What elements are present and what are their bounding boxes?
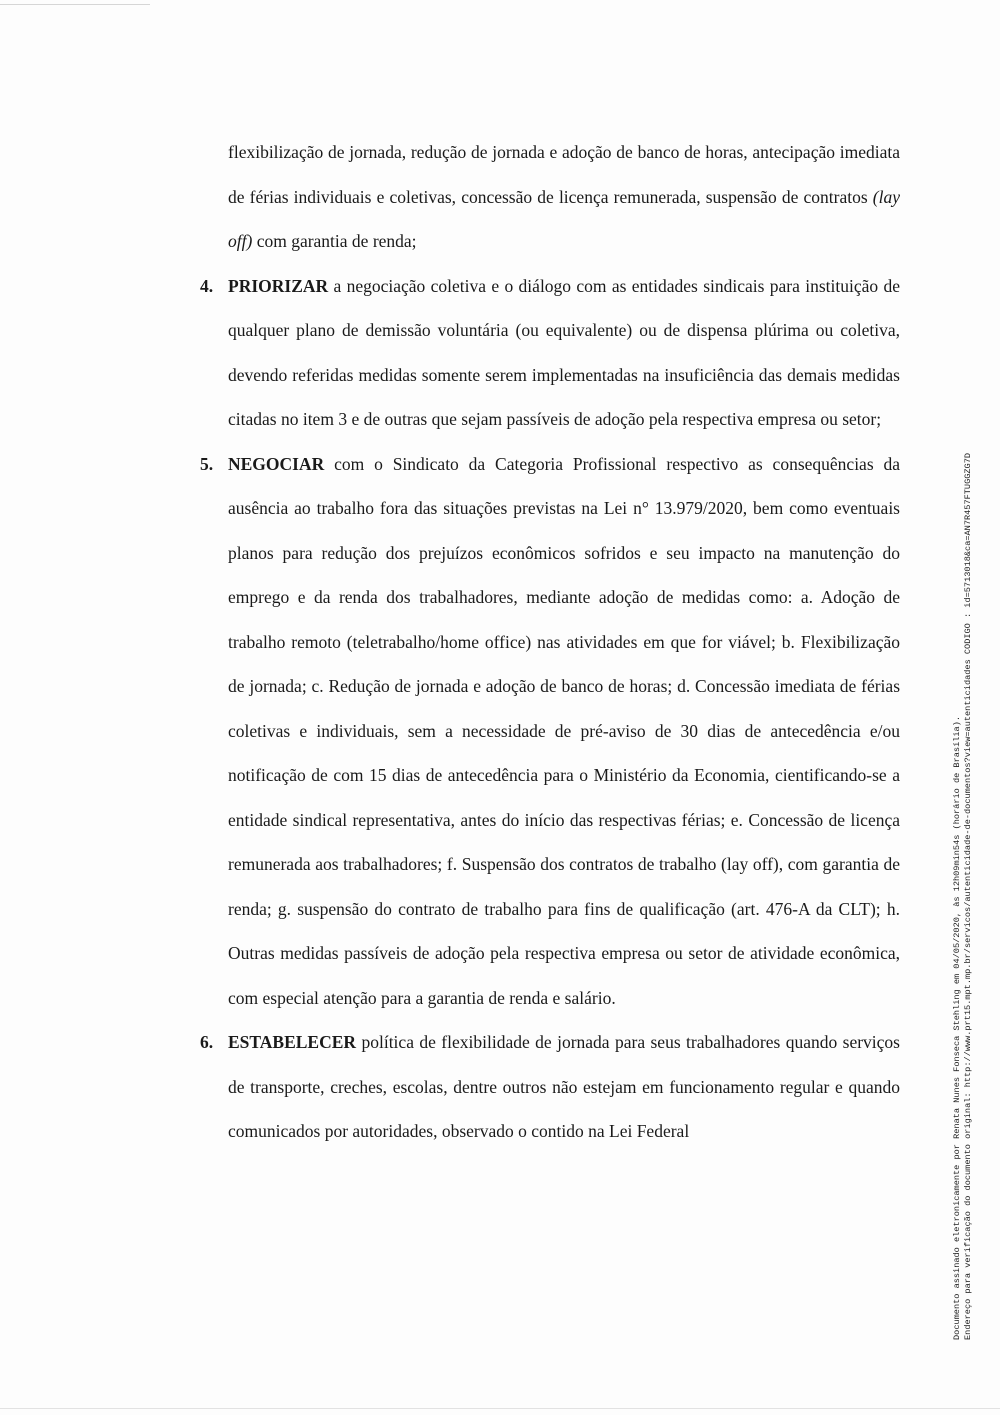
item-number: 6. <box>200 1032 214 1052</box>
signature-stamp-line-2: Endereço para verificação do documento original: http://www.prt15.mpt.mp.br/servicos/autenticidade-de-documentos?view=autenticidades CODIGO : id=5713018&ca=AN7R457FTUGGZG7D <box>963 452 973 1340</box>
continuation-text-a: flexibilização de jornada, redução de jornada e adoção de banco de horas, antecipação imediata de férias individuais e coletivas, concessão de licença remunerada, suspensão de contratos <box>228 142 900 207</box>
item-body: política de flexibilidade de jornada para seus trabalhadores quando serviços de transporte, creches, escolas, dentre outros não estejam em funcionamento regular e quando comunicados por autoridades, observado o contido na Lei Federal <box>228 1032 900 1141</box>
item-body: com o Sindicato da Categoria Profissional respectivo as consequências da ausência ao trabalho fora das situações previstas na Lei n° 13.979/2020, bem como eventuais planos para redução dos prejuízos econômicos sofridos e seu impacto na manutenção do emprego e da renda dos trabalhadores, mediante adoção de medidas como: a. Adoção de trabalho remoto (teletrabalho/home office) nas atividades em que for viável; b. Flexibilização de jornada; c. Redução de jornada e adoção de banco de horas; d. Concessão imediata de férias coletivas e individuais, sem a necessidade de pré-aviso de 30 dias de antecedência e/ou notificação de com 15 dias de antecedência para o Ministério da Economia, cientificando-se a entidade sindical representativa, antes do início das respectivas férias; e. Concessão de licença remunerada aos trabalhadores; f. Suspensão dos contratos de trabalho (lay off), com garantia de renda; g. suspensão do contrato de trabalho para fins de qualificação (art. 476-A da CLT); h. Outras medidas passíveis de adoção pela respectiva empresa ou setor de atividade econômica, com especial atenção para a garantia de renda e salário. <box>228 453 900 1008</box>
list-item-5 <box>200 442 900 1021</box>
list-item-4 <box>200 264 900 442</box>
item-number: 5. <box>200 453 214 474</box>
continuation-paragraph <box>200 130 900 264</box>
continuation-text-b: com garantia de renda; <box>252 231 417 251</box>
signature-stamp-line-1: Documento assinado eletronicamente por Renata Nunes Fonseca Stehling em 04/05/2020, às 12h09min54s (horário de Brasília). <box>952 715 962 1340</box>
list-item-6 <box>200 1020 900 1154</box>
scan-edge-top <box>0 4 150 5</box>
item-lead-verb: ESTABELECER <box>228 1032 357 1052</box>
electronic-signature-stamp <box>952 330 974 1340</box>
document-body <box>200 130 900 1154</box>
continuation-italic: (lay off) <box>228 186 900 251</box>
item-lead-verb: PRIORIZAR <box>228 275 329 296</box>
scan-edge-bottom <box>0 1408 1000 1409</box>
item-number: 4. <box>200 275 214 296</box>
item-body: a negociação coletiva e o diálogo com as entidades sindicais para instituição de qualquer plano de demissão voluntária (ou equivalente) ou de dispensa plúrima ou coletiva, devendo referidas medidas somente serem implementadas na insuficiência das demais medidas citadas no item 3 e de outras que sejam passíveis de adoção pela respectiva empresa ou setor; <box>228 275 900 429</box>
item-lead-verb: NEGOCIAR <box>228 453 325 474</box>
